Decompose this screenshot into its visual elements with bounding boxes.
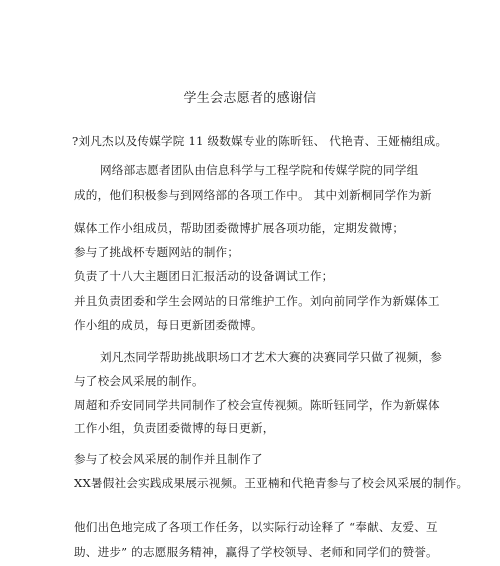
paragraph-line: 参与了挑战杯专题网站的制作； [74, 245, 240, 259]
paragraph-line: 与了校会风采展的制作。 [74, 374, 204, 388]
paragraph-line: 媒体工作小组成员，帮助团委微博扩展各项功能，定期发微博； [74, 221, 405, 235]
paragraph-line: 成的，他们积极参与到网络部的各项工作中。 其中刘新桐同学作为新 [74, 188, 432, 202]
paragraph-line: 网络部志愿者团队由信息科学与工程学院和传媒学院的同学组 [100, 163, 419, 177]
paragraph-line: 并且负责团委和学生会网站的日常维护工作。刘向前同学作为新媒体工 [74, 294, 440, 308]
paragraph-line: 刘凡杰同学帮助挑战职场口才艺术大赛的决赛同学只做了视频，参 [100, 350, 443, 364]
paragraph-line: 作小组的成员，每日更新团委微博。 [74, 318, 263, 332]
document-title: 学生会志愿者的感谢信 [183, 91, 317, 106]
paragraph-line: XX暑假社会实践成果展示视频。王亚楠和代艳青参与了校会风采展的制作。 [74, 476, 469, 490]
paragraph-line: 助、进步” 的志愿服务精神，赢得了学校领导、老师和同学们的赞誉。 [74, 545, 438, 559]
paragraph-line: 参与了校会风采展的制作并且制作了 [74, 452, 263, 466]
paragraph-line: 工作小组，负责团委微博的每日更新， [74, 421, 275, 435]
paragraph-line: ?刘凡杰以及传媒学院 11 级数媒专业的陈昕钰、 代艳青、王娅楠组成。 [72, 134, 448, 148]
paragraph-line: 周超和乔安同同学共同制作了校会宣传视频。陈昕钰同学，作为新媒体 [74, 398, 440, 412]
paragraph-line: 负责了十八大主题团日汇报活动的设备调试工作； [74, 269, 334, 283]
paragraph-line: 他们出色地完成了各项工作任务，以实际行动诠释了 “奉献、友爱、互 [74, 520, 438, 534]
